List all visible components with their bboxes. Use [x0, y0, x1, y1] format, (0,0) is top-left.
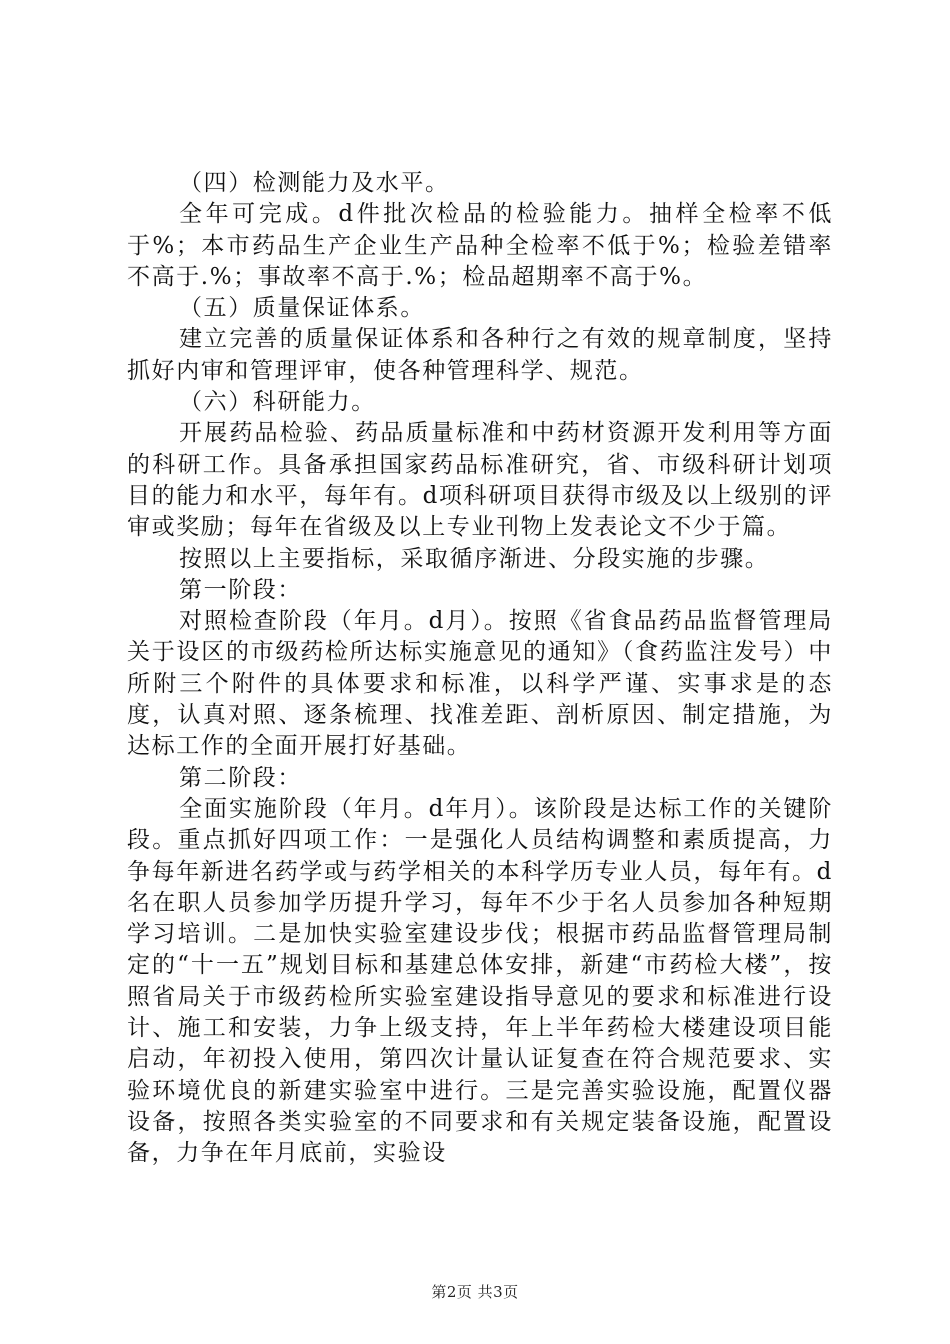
paragraph-research-capacity: 开展药品检验、药品质量标准和中药材资源开发利用等方面的科研工作。具备承担国家药品标准研究，省、市级科研计划项目的能力和水平，每年有。d项科研项目获得市级及以上级别的评审或奖励；每年在省级及以上专业刊物上发表论文不少于篇。 — [127, 420, 833, 541]
section-heading-6: （六）科研能力。 — [179, 389, 376, 416]
paragraph-detection-capacity: 全年可完成。d件批次检品的检验能力。抽样全检率不低于%；本市药品生产企业生产品种全检率不低于%；检验差错率不高于.%；事故率不高于.%；检品超期率不高于%。 — [127, 201, 833, 290]
section-heading-5: （五）质量保证体系。 — [179, 295, 425, 322]
section-heading-4: （四）检测能力及水平。 — [179, 170, 450, 196]
stage-one-heading: 第一阶段： — [179, 576, 302, 603]
paragraph-stage-two: 全面实施阶段（年月。d年月）。该阶段是达标工作的关键阶段。重点抓好四项工作：一是强化人员结构调整和素质提高，力争每年新进名药学或与药学相关的本科学历专业人员，每年有。d名在职人员参加学历提升学习，每年不少于名人员参加各种短期学习培训。二是加快实验室建设步伐；根据市药品监督管理局制定的“十一五”规划目标和基建总体安排，新建“市药检大楼”，按照省局关于市级药检所实验室建设指导意见的要求和标准进行设计、施工和安装，力争上级支持，年上半年药检大楼建设项目能启动，年初投入使用，第四次计量认证复查在符合规范要求、实验环境优良的新建实验室中进行。三是完善实验设施，配置仪器设备，按照各类实验室的不同要求和有关规定装备设施，配置设备，力争在年月底前，实验设 — [127, 795, 833, 1167]
page-footer — [0, 1282, 950, 1302]
document-body — [127, 168, 833, 1170]
stage-two-heading: 第二阶段： — [179, 764, 302, 791]
page-number-label: 第2页 共3页 — [431, 1283, 519, 1301]
paragraph-steps-intro: 按照以上主要指标，采取循序渐进、分段实施的步骤。 — [179, 545, 770, 572]
paragraph-quality-system: 建立完善的质量保证体系和各种行之有效的规章制度，坚持抓好内审和管理评审，使各种管理科学、规范。 — [127, 326, 833, 384]
paragraph-stage-one: 对照检查阶段（年月。d月）。按照《省食品药品监督管理局关于设区的市级药检所达标实施意见的通知》（食药监注发号）中所附三个附件的具体要求和标准，以科学严谨、实事求是的态度，认真对照、逐条梳理、找准差距、剖析原因、制定措施，为达标工作的全面开展打好基础。 — [127, 608, 833, 760]
